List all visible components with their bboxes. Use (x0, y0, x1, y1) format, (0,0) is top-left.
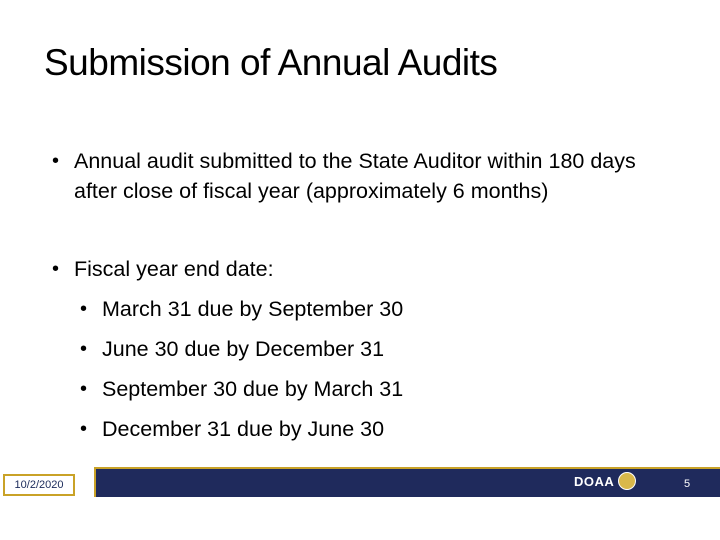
sub-bullet-item (80, 334, 672, 364)
bullet-text: Annual audit submitted to the State Auditor within 180 days after close of fiscal year (approximately 6 months) (74, 149, 636, 203)
bullet-dot-icon: • (80, 378, 88, 400)
bullet-dot-icon: • (52, 258, 60, 280)
bullet-dot-icon: • (80, 418, 88, 440)
bullet-dot-icon: • (80, 338, 88, 360)
bullet-dot-icon: • (80, 298, 88, 320)
doaa-logo (574, 470, 662, 492)
sub-bullet-text: December 31 due by June 30 (102, 417, 385, 441)
footer-accent-line (94, 467, 96, 497)
sub-bullet-text: September 30 due by March 31 (102, 377, 404, 401)
sub-bullet-item (80, 294, 672, 324)
sub-bullet-text: March 31 due by September 30 (102, 297, 404, 321)
slide-content (52, 146, 672, 454)
sub-bullet-item (80, 374, 672, 404)
bullet-text: Fiscal year end date: (74, 257, 274, 281)
seal-icon (618, 472, 636, 490)
bullet-item (52, 254, 672, 284)
logo-text: DOAA (574, 473, 615, 489)
bullet-item (52, 146, 672, 206)
sub-bullet-text: June 30 due by December 31 (102, 337, 385, 361)
sub-bullet-item (80, 414, 672, 444)
slide-title: Submission of Annual Audits (44, 42, 498, 83)
bullet-dot-icon: • (52, 150, 60, 172)
page-number: 5 (684, 478, 691, 490)
footer-date: 10/2/2020 (3, 474, 75, 496)
sub-bullet-list (80, 294, 672, 444)
